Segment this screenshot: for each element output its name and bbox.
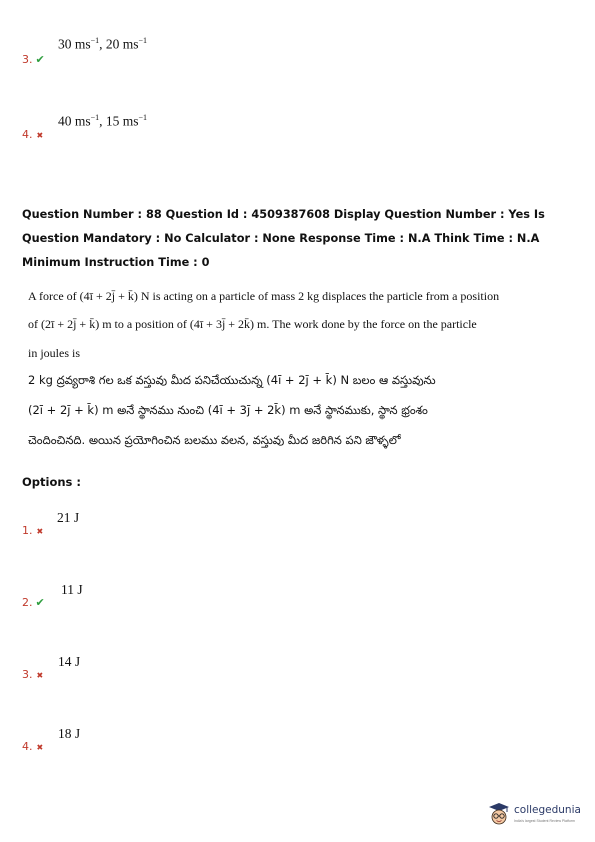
option-1-number: 1. ✖ xyxy=(22,524,44,537)
options-label: Options : xyxy=(22,475,81,489)
logo-name: collegedunia xyxy=(514,804,581,816)
prev-option-3-value: 30 $ms^{-1}$, 20 $ms^{-1}$ xyxy=(58,36,148,52)
question-telugu-line-2: (2ī + 2j̄ + k̄) m అనే స్థానము నుంచి (4ī + 3j̄ + 2k̄) m అనే స్థానముకు, స్థాన భ్రంశం xyxy=(28,403,428,417)
check-icon: ✔ xyxy=(35,596,45,609)
question-english-line-1: A force of (4ī + 2j̄ + k̄) N is acting on a particle of mass 2 kg displaces the particle from a position xyxy=(28,289,500,303)
cross-icon: ✖ xyxy=(36,131,44,140)
question-telugu-line-3: చెందించినది. అయిన ప్రయోగించిన బలము వలన, వస్తువు మీద జరిగిన పని జౌళ్ళలో xyxy=(28,433,401,447)
prev-option-4-value: 40 $ms^{-1}$, 15 $ms^{-1}$ xyxy=(58,113,148,129)
cross-icon: ✖ xyxy=(36,527,44,536)
question-telugu-line-1: 2 kg ద్రవ్యరాశి గల ఒక వస్తువు మీద పనిచేయుచున్న (4ī + 2j̄ + k̄) N బలం ఆ వస్తువును xyxy=(28,373,436,387)
check-icon: ✔ xyxy=(35,53,45,66)
student-avatar-icon xyxy=(488,802,510,826)
option-4-value: 18 J xyxy=(58,726,81,741)
prev-option-4-number: 4. ✖ xyxy=(22,128,44,141)
option-3-number: 3. ✖ xyxy=(22,668,44,681)
cross-icon: ✖ xyxy=(36,671,44,680)
option-3-value: 14 J xyxy=(58,654,81,669)
logo-tagline: India's largest Student Review Platform xyxy=(514,819,575,823)
option-1-value: 21 J xyxy=(57,510,80,525)
option-4-number: 4. ✖ xyxy=(22,740,44,753)
question-english-line-2: of (2ī + 2j̄ + k̄) m to a position of (4ī + 3j̄ + 2k̄) m. The work done by the force on the particle xyxy=(28,317,477,331)
question-meta: Question Number : 88 Question Id : 4509387608 Display Question Number : Yes Is Question Mandatory : No Calculator : None Response Time : N.A Think Time : N.A Minimum Instruction Time : 0 xyxy=(22,208,545,269)
prev-option-3-number: 3. ✔ xyxy=(22,53,45,66)
collegedunia-logo xyxy=(488,800,588,834)
question-english-line-3: in joules is xyxy=(28,346,81,360)
cross-icon: ✖ xyxy=(36,743,44,752)
option-2-number: 2. ✔ xyxy=(22,596,45,609)
option-2-value: 11 J xyxy=(61,582,83,597)
